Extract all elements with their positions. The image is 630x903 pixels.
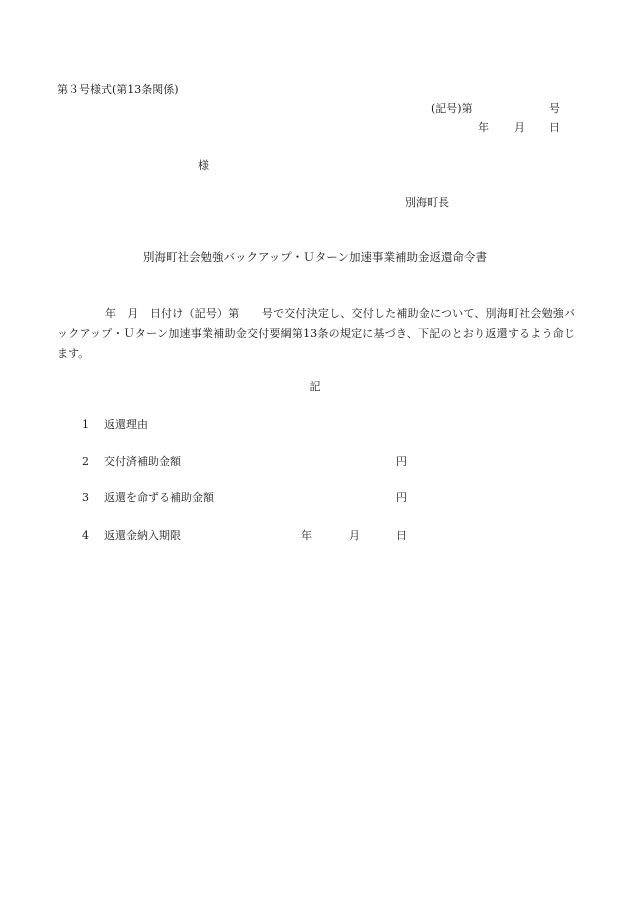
item-number: 3 [82,491,89,504]
item-return-amount [82,489,407,505]
item-label: 返還理由 [104,418,148,431]
sender-name: 別海町長 [405,196,449,209]
yen-unit: 円 [396,491,407,504]
deadline-month-label: 月 [349,529,360,542]
yen-unit: 円 [396,455,407,468]
date-day-label: 日 [549,121,560,134]
item-label: 返還を命ずる補助金額 [104,491,214,504]
item-payment-deadline [82,527,407,543]
addressee-suffix: 様 [198,159,209,172]
reference-number-prefix: (記号)第 [431,102,473,115]
reference-number-suffix: 号 [549,102,560,115]
item-number: 1 [82,418,89,431]
body-paragraph: 年 月 日付け（記号）第 号で交付決定し、交付した補助金について、別海町社会勉強バックアップ・Ｕターン加速事業補助金交付要綱第13条の規定に基づき、下記のとおり返還するよう命じます。 [57,307,575,360]
form-number: 第３号様式(第13条関係) [57,83,179,96]
date-month-label: 月 [514,121,525,134]
item-number: 2 [82,455,89,468]
document-title: 別海町社会勉強バックアップ・Ｕターン加速事業補助金返還命令書 [143,250,487,264]
date-year-label: 年 [478,121,489,134]
item-label: 交付済補助金額 [104,455,181,468]
item-label: 返還金納入期限 [104,529,181,542]
deadline-day-label: 日 [396,529,407,542]
item-number: 4 [82,529,89,542]
item-return-reason [82,416,148,432]
deadline-year-label: 年 [301,529,312,542]
item-granted-amount [82,453,407,469]
ki-heading: 記 [309,380,321,393]
